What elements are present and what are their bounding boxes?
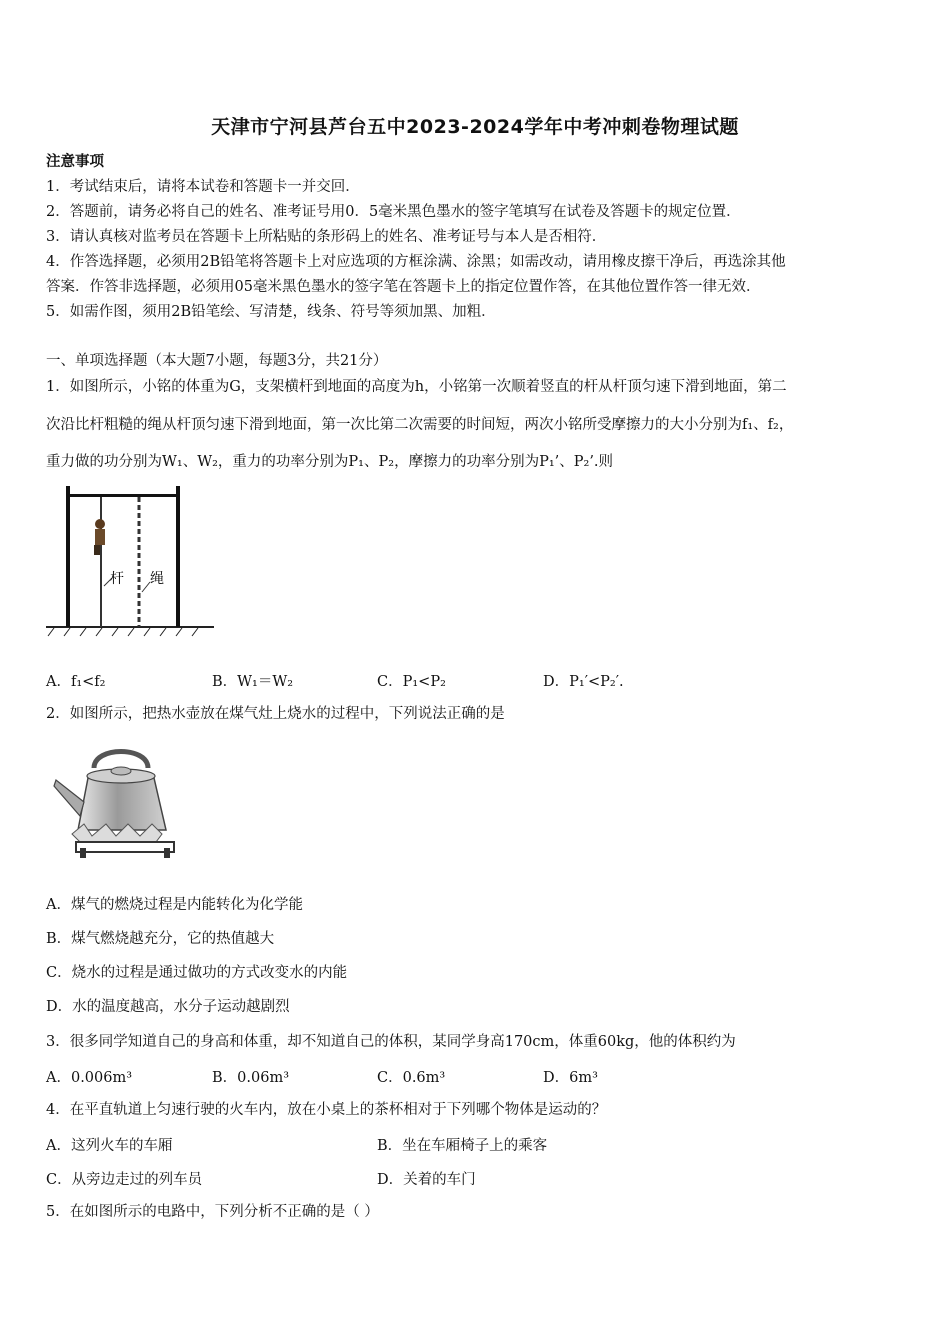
q2-option-d[interactable]: D．水的温度越高，水分子运动越剧烈 (46, 999, 290, 1015)
q1-option-b[interactable]: B．W₁＝W₂ (212, 674, 294, 690)
page-title: 天津市宁河县芦台五中2023-2024学年中考冲刺卷物理试题 (211, 116, 739, 138)
q3-stem: 3．很多同学知道自己的身高和体重，却不知道自己的体积，某同学身高170cm，体重60kg，他的体积约为 (46, 1034, 736, 1050)
q4-option-a[interactable]: A．这列火车的车厢 (46, 1138, 173, 1154)
pole-label: 杆 (110, 571, 124, 587)
q4-option-d[interactable]: D．关着的车门 (377, 1172, 476, 1188)
q2-option-b[interactable]: B．煤气燃烧越充分，它的热值越大 (46, 931, 275, 947)
q1-stem-line1: 1．如图所示，小铭的体重为G，支架横杆到地面的高度为h，小铭第一次顺着竖直的杆从杆顶匀速下滑到地面，第二 (46, 379, 787, 395)
q2-stem: 2．如图所示，把热水壶放在煤气灶上烧水的过程中，下列说法正确的是 (46, 706, 505, 722)
q1-option-d[interactable]: D．P₁′<P₂′. (543, 674, 624, 690)
q3-option-a[interactable]: A．0.006m³ (46, 1070, 133, 1086)
notice-item: 3．请认真核对监考员在答题卡上所粘贴的条形码上的姓名、准考证号与本人是否相符． (46, 229, 607, 245)
q4-stem: 4．在平直轨道上匀速行驶的火车内，放在小桌上的茶杯相对于下列哪个物体是运动的？ (46, 1102, 607, 1118)
person-figure (94, 519, 105, 555)
q1-stem-line3: 重力做的功分别为W₁、W₂，重力的功率分别为P₁、P₂，摩擦力的功率分别为P₁’、P₂’.则 (46, 454, 614, 470)
q3-option-c[interactable]: C．0.6m³ (377, 1070, 446, 1086)
rope-label: 绳 (150, 571, 164, 587)
notice-heading: 注意事项 (46, 153, 104, 170)
q4-option-c[interactable]: C．从旁边走过的列车员 (46, 1172, 203, 1188)
q1-option-a[interactable]: A．f₁<f₂ (46, 674, 106, 690)
q3-option-d[interactable]: D．6m³ (543, 1070, 598, 1086)
q1-stem-line2: 次沿比杆粗糙的绳从杆顶匀速下滑到地面，第一次比第二次需要的时间短，两次小铭所受摩擦力的大小分别为f₁、f₂， (46, 417, 794, 433)
notice-item: 5．如需作图，须用2B铅笔绘、写清楚，线条、符号等须加黑、加粗． (46, 304, 496, 320)
q2-option-c[interactable]: C．烧水的过程是通过做功的方式改变水的内能 (46, 965, 348, 981)
notice-item: 答案．作答非选择题，必须用05毫米黑色墨水的签字笔在答题卡上的指定位置作答，在其他位置作答一律无效． (46, 279, 761, 295)
q4-option-b[interactable]: B．坐在车厢椅子上的乘客 (377, 1138, 548, 1154)
q3-option-b[interactable]: B．0.06m³ (212, 1070, 290, 1086)
pole-rope-figure (44, 482, 216, 642)
q1-option-c[interactable]: C．P₁<P₂ (377, 674, 446, 690)
q5-stem: 5．在如图所示的电路中，下列分析不正确的是（ ） (46, 1204, 379, 1220)
notice-item: 2．答题前，请务必将自己的姓名、准考证号用0．5毫米黑色墨水的签字笔填写在试卷及答题卡的规定位置． (46, 204, 741, 220)
kettle-stove-figure (50, 738, 184, 860)
section-heading: 一、单项选择题（本大题7小题，每题3分，共21分） (46, 353, 388, 369)
notice-item: 4．作答选择题，必须用2B铅笔将答题卡上对应选项的方框涂满、涂黑；如需改动，请用橡皮擦干净后，再选涂其他 (46, 254, 786, 270)
q2-option-a[interactable]: A．煤气的燃烧过程是内能转化为化学能 (46, 897, 303, 913)
notice-item: 1．考试结束后，请将本试卷和答题卡一并交回． (46, 179, 360, 195)
